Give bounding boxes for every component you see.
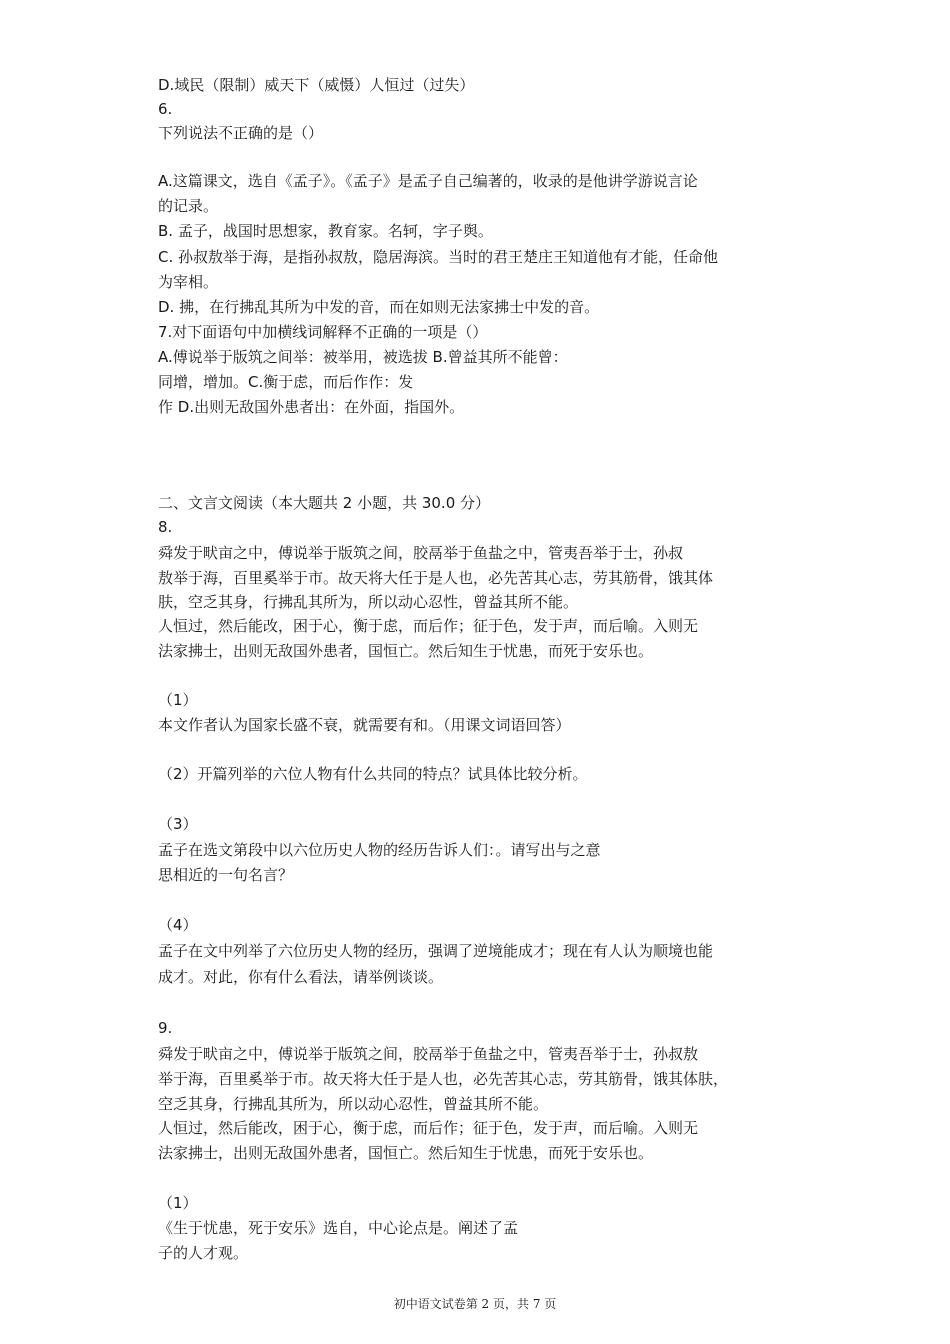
q8-passage-p1-line2: 敖举于海，百里奚举于市。故天将大任于是人也，必先苦其心志，劳其筋骨，饿其体 [158, 569, 714, 587]
q9-sub1-line1: 《生于忧患，死于安乐》选自，中心论点是。阐述了孟 [158, 1219, 519, 1237]
q9-passage-p1-line1: 舜发于畎亩之中，傅说举于版筑之间，胶鬲举于鱼盐之中，管夷吾举于士，孙叔敖 [158, 1045, 699, 1063]
q8-passage-p1-line3: 肤，空乏其身，行拂乱其所为，所以动心忍性，曾益其所不能。 [158, 593, 579, 611]
q9-passage-p2-line1: 人恒过，然后能改，困于心，衡于虑，而后作；征于色，发于声，而后喻。入则无 [158, 1119, 699, 1137]
q6-option-c-line2: 为宰相。 [158, 273, 219, 291]
q6-option-a-line1: A.这篇课文，选自《孟子》。《孟子》是孟子自己编著的，收录的是他讲学游说言论 [158, 172, 698, 190]
q8-number: 8. [158, 518, 173, 536]
q6-option-c-line1: C. 孙叔敖举于海，是指孙叔敖，隐居海滨。当时的君王楚庄王知道他有才能，任命他 [158, 248, 719, 266]
q8-sub4-line1: 孟子在文中列举了六位历史人物的经历，强调了逆境能成才；现在有人认为顺境也能 [158, 942, 714, 960]
q7-stem: 7.对下面语句中加横线词解释不正确的一项是（） [158, 323, 488, 341]
q7-options-line2: 同增，增加。C.衡于虑，而后作作：发 [158, 373, 414, 391]
q9-number: 9. [158, 1019, 173, 1037]
q8-sub3-line1: 孟子在选文第段中以六位历史人物的经历告诉人们：。请写出与之意 [158, 841, 601, 859]
q5-option-d: D.域民（限制）威天下（威慑）人恒过（过失） [158, 76, 475, 94]
q8-sub1-text: 本文作者认为国家长盛不衰，就需要有和。（用课文词语回答） [158, 716, 571, 734]
q8-sub4-label: （4） [158, 916, 198, 934]
q9-passage-p1-line2: 举于海，百里奚举于市。故天将大任于是人也，必先苦其心志，劳其筋骨，饿其体肤， [158, 1070, 729, 1088]
page-footer: 初中语文试卷第 2 页，共 7 页 [393, 1297, 557, 1311]
q9-passage-p1-line3: 空乏其身，行拂乱其所为，所以动心忍性，曾益其所不能。 [158, 1095, 549, 1113]
q8-passage-p2-line1: 人恒过，然后能改，困于心，衡于虑，而后作；征于色，发于声，而后喻。入则无 [158, 617, 699, 635]
q7-options-line1: A.傅说举于版筑之间举：被举用，被选拔 B.曾益其所不能曾： [158, 348, 568, 366]
q8-sub1-label: （1） [158, 691, 198, 709]
q8-sub3-label: （3） [158, 815, 198, 833]
q8-passage-p1-line1: 舜发于畎亩之中，傅说举于版筑之间，胶鬲举于鱼盐之中，管夷吾举于士，孙叔 [158, 544, 684, 562]
q9-passage-p2-line2: 法家拂士，出则无敌国外患者，国恒亡。然后知生于忧患，而死于安乐也。 [158, 1144, 654, 1162]
q8-passage-p2-line2: 法家拂士，出则无敌国外患者，国恒亡。然后知生于忧患，而死于安乐也。 [158, 642, 654, 660]
q7-options-line3: 作 D.出则无敌国外患者出：在外面，指国外。 [158, 398, 465, 416]
q6-option-b: B. 孟子，战国时思想家，教育家。名轲，字子舆。 [158, 222, 493, 240]
q8-sub4-line2: 成才。对此，你有什么看法，请举例谈谈。 [158, 968, 444, 986]
q9-sub1-label: （1） [158, 1194, 198, 1212]
q9-sub1-line2: 子的人才观。 [158, 1244, 249, 1262]
q6-number: 6. [158, 100, 173, 118]
q6-stem: 下列说法不正确的是（） [158, 124, 324, 142]
q8-sub3-line2: 思相近的一句名言？ [158, 866, 294, 884]
q6-option-a-line2: 的记录。 [158, 197, 219, 215]
section2-heading: 二、文言文阅读（本大题共 2 小题，共 30.0 分） [158, 494, 491, 512]
q6-option-d: D. 拂，在行拂乱其所为中发的音，而在如则无法家拂士中发的音。 [158, 298, 600, 316]
q8-sub2-text: （2）开篇列举的六位人物有什么共同的特点？试具体比较分析。 [158, 765, 588, 783]
